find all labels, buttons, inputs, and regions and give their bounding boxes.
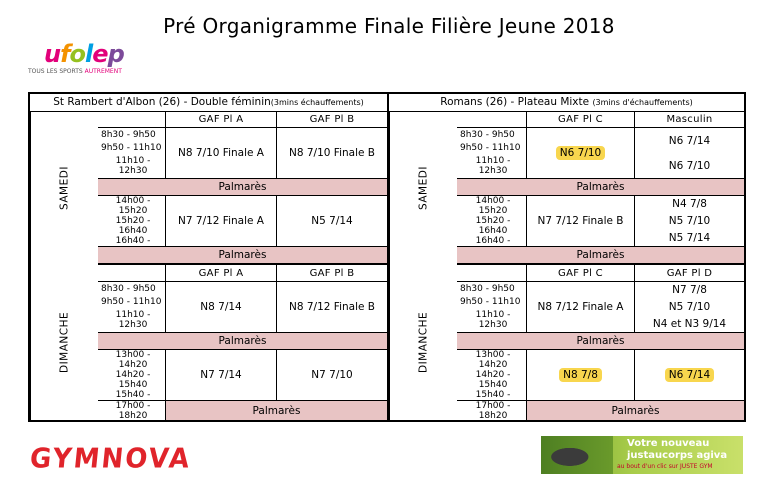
session-cell: N8 7/12 Finale A [527, 282, 635, 333]
header-gaf-pl-c: GAF Pl C [527, 111, 635, 128]
header-masculin: Masculin [635, 111, 744, 128]
header-spacer [98, 265, 166, 282]
time-slots: 8h30 - 9h50 9h50 - 11h10 11h10 - 12h30 [98, 282, 166, 333]
day-dimanche-left: DIMANCHE [30, 265, 98, 420]
header-gaf-pl-b: GAF Pl B [277, 265, 387, 282]
header-gaf-pl-c: GAF Pl C [527, 265, 635, 282]
session-cell: N8 7/12 Finale B [277, 282, 387, 333]
palmares-bar: Palmarès [457, 333, 744, 350]
session-cell: N5 7/14 [277, 196, 387, 247]
header-spacer [457, 265, 527, 282]
time-slots: 14h00 - 15h20 15h20 - 16h40 16h40 - [457, 196, 527, 247]
time-slot: 17h00 - 18h20 [98, 401, 166, 420]
ad-line: Votre nouveau [627, 438, 710, 449]
palmares-bar: Palmarès [98, 333, 387, 350]
session-cell: N4 7/8 N5 7/10 N5 7/14 [635, 196, 744, 247]
session-cell [527, 350, 635, 401]
ad-line: au bout d'un clic sur JUSTE GYM [617, 463, 713, 470]
venue-right-title: Romans (26) - Plateau Mixte (3mins d'échauffements) [389, 94, 744, 112]
palmares-bar: Palmarès [98, 247, 387, 265]
palmares-bar: Palmarès [527, 401, 744, 420]
day-dimanche-right: DIMANCHE [389, 265, 457, 420]
ufolep-tagline: TOUS LES SPORTS AUTREMENT [28, 68, 122, 75]
page-title: Pré Organigramme Finale Filière Jeune 2018 [163, 14, 615, 38]
time-slots: 8h30 - 9h50 9h50 - 11h10 11h10 - 12h30 [98, 128, 166, 179]
venue-left-title: St Rambert d'Albon (26) - Double féminin(3mins échauffements) [30, 94, 387, 112]
header-gaf-pl-d: GAF Pl D [635, 265, 744, 282]
header-gaf-pl-b: GAF Pl B [277, 111, 387, 128]
palmares-bar: Palmarès [457, 179, 744, 196]
schedule-board [28, 92, 746, 422]
gymnova-logo: GYMNOVA [28, 443, 193, 475]
time-slots: 8h30 - 9h50 9h50 - 11h10 11h10 - 12h30 [457, 128, 527, 179]
day-samedi-left: SAMEDI [30, 111, 98, 265]
header-spacer [457, 111, 527, 128]
header-gaf-pl-a: GAF Pl A [166, 265, 277, 282]
session-cell: N6 7/14 N6 7/10 [635, 128, 744, 179]
time-slots: 14h00 - 15h20 15h20 - 16h40 16h40 - [98, 196, 166, 247]
ufolep-wordmark: ufolep [44, 40, 124, 68]
session-cell: N8 7/10 Finale B [277, 128, 387, 179]
time-slots: 13h00 - 14h20 14h20 - 15h40 15h40 - [98, 350, 166, 401]
session-cell: N7 7/10 [277, 350, 387, 401]
session-cell: N8 7/14 [166, 282, 277, 333]
time-slots: 13h00 - 14h20 14h20 - 15h40 15h40 - [457, 350, 527, 401]
justaucorps-ad-banner[interactable] [541, 436, 743, 474]
highlighted-session: N6 7/10 [556, 146, 605, 160]
ad-line: justaucorps agiva [627, 450, 728, 461]
palmares-bar: Palmarès [98, 179, 387, 196]
time-slots: 8h30 - 9h50 9h50 - 11h10 11h10 - 12h30 [457, 282, 527, 333]
session-cell [527, 128, 635, 179]
venue-right [389, 94, 744, 420]
session-cell: N7 7/12 Finale B [527, 196, 635, 247]
header-gaf-pl-a: GAF Pl A [166, 111, 277, 128]
day-samedi-right: SAMEDI [389, 111, 457, 265]
palmares-bar: Palmarès [457, 247, 744, 265]
session-cell: N7 7/14 [166, 350, 277, 401]
highlighted-session: N6 7/14 [665, 368, 714, 382]
palmares-bar: Palmarès [166, 401, 387, 420]
session-cell: N7 7/8 N5 7/10 N4 et N3 9/14 [635, 282, 744, 333]
ufolep-logo [28, 40, 158, 80]
session-cell [635, 350, 744, 401]
highlighted-session: N8 7/8 [559, 368, 602, 382]
session-cell: N7 7/12 Finale A [166, 196, 277, 247]
header-spacer [98, 111, 166, 128]
session-cell: N8 7/10 Finale A [166, 128, 277, 179]
venue-left [30, 94, 389, 420]
gymnast-photo [541, 436, 613, 474]
time-slot: 17h00 - 18h20 [457, 401, 527, 420]
